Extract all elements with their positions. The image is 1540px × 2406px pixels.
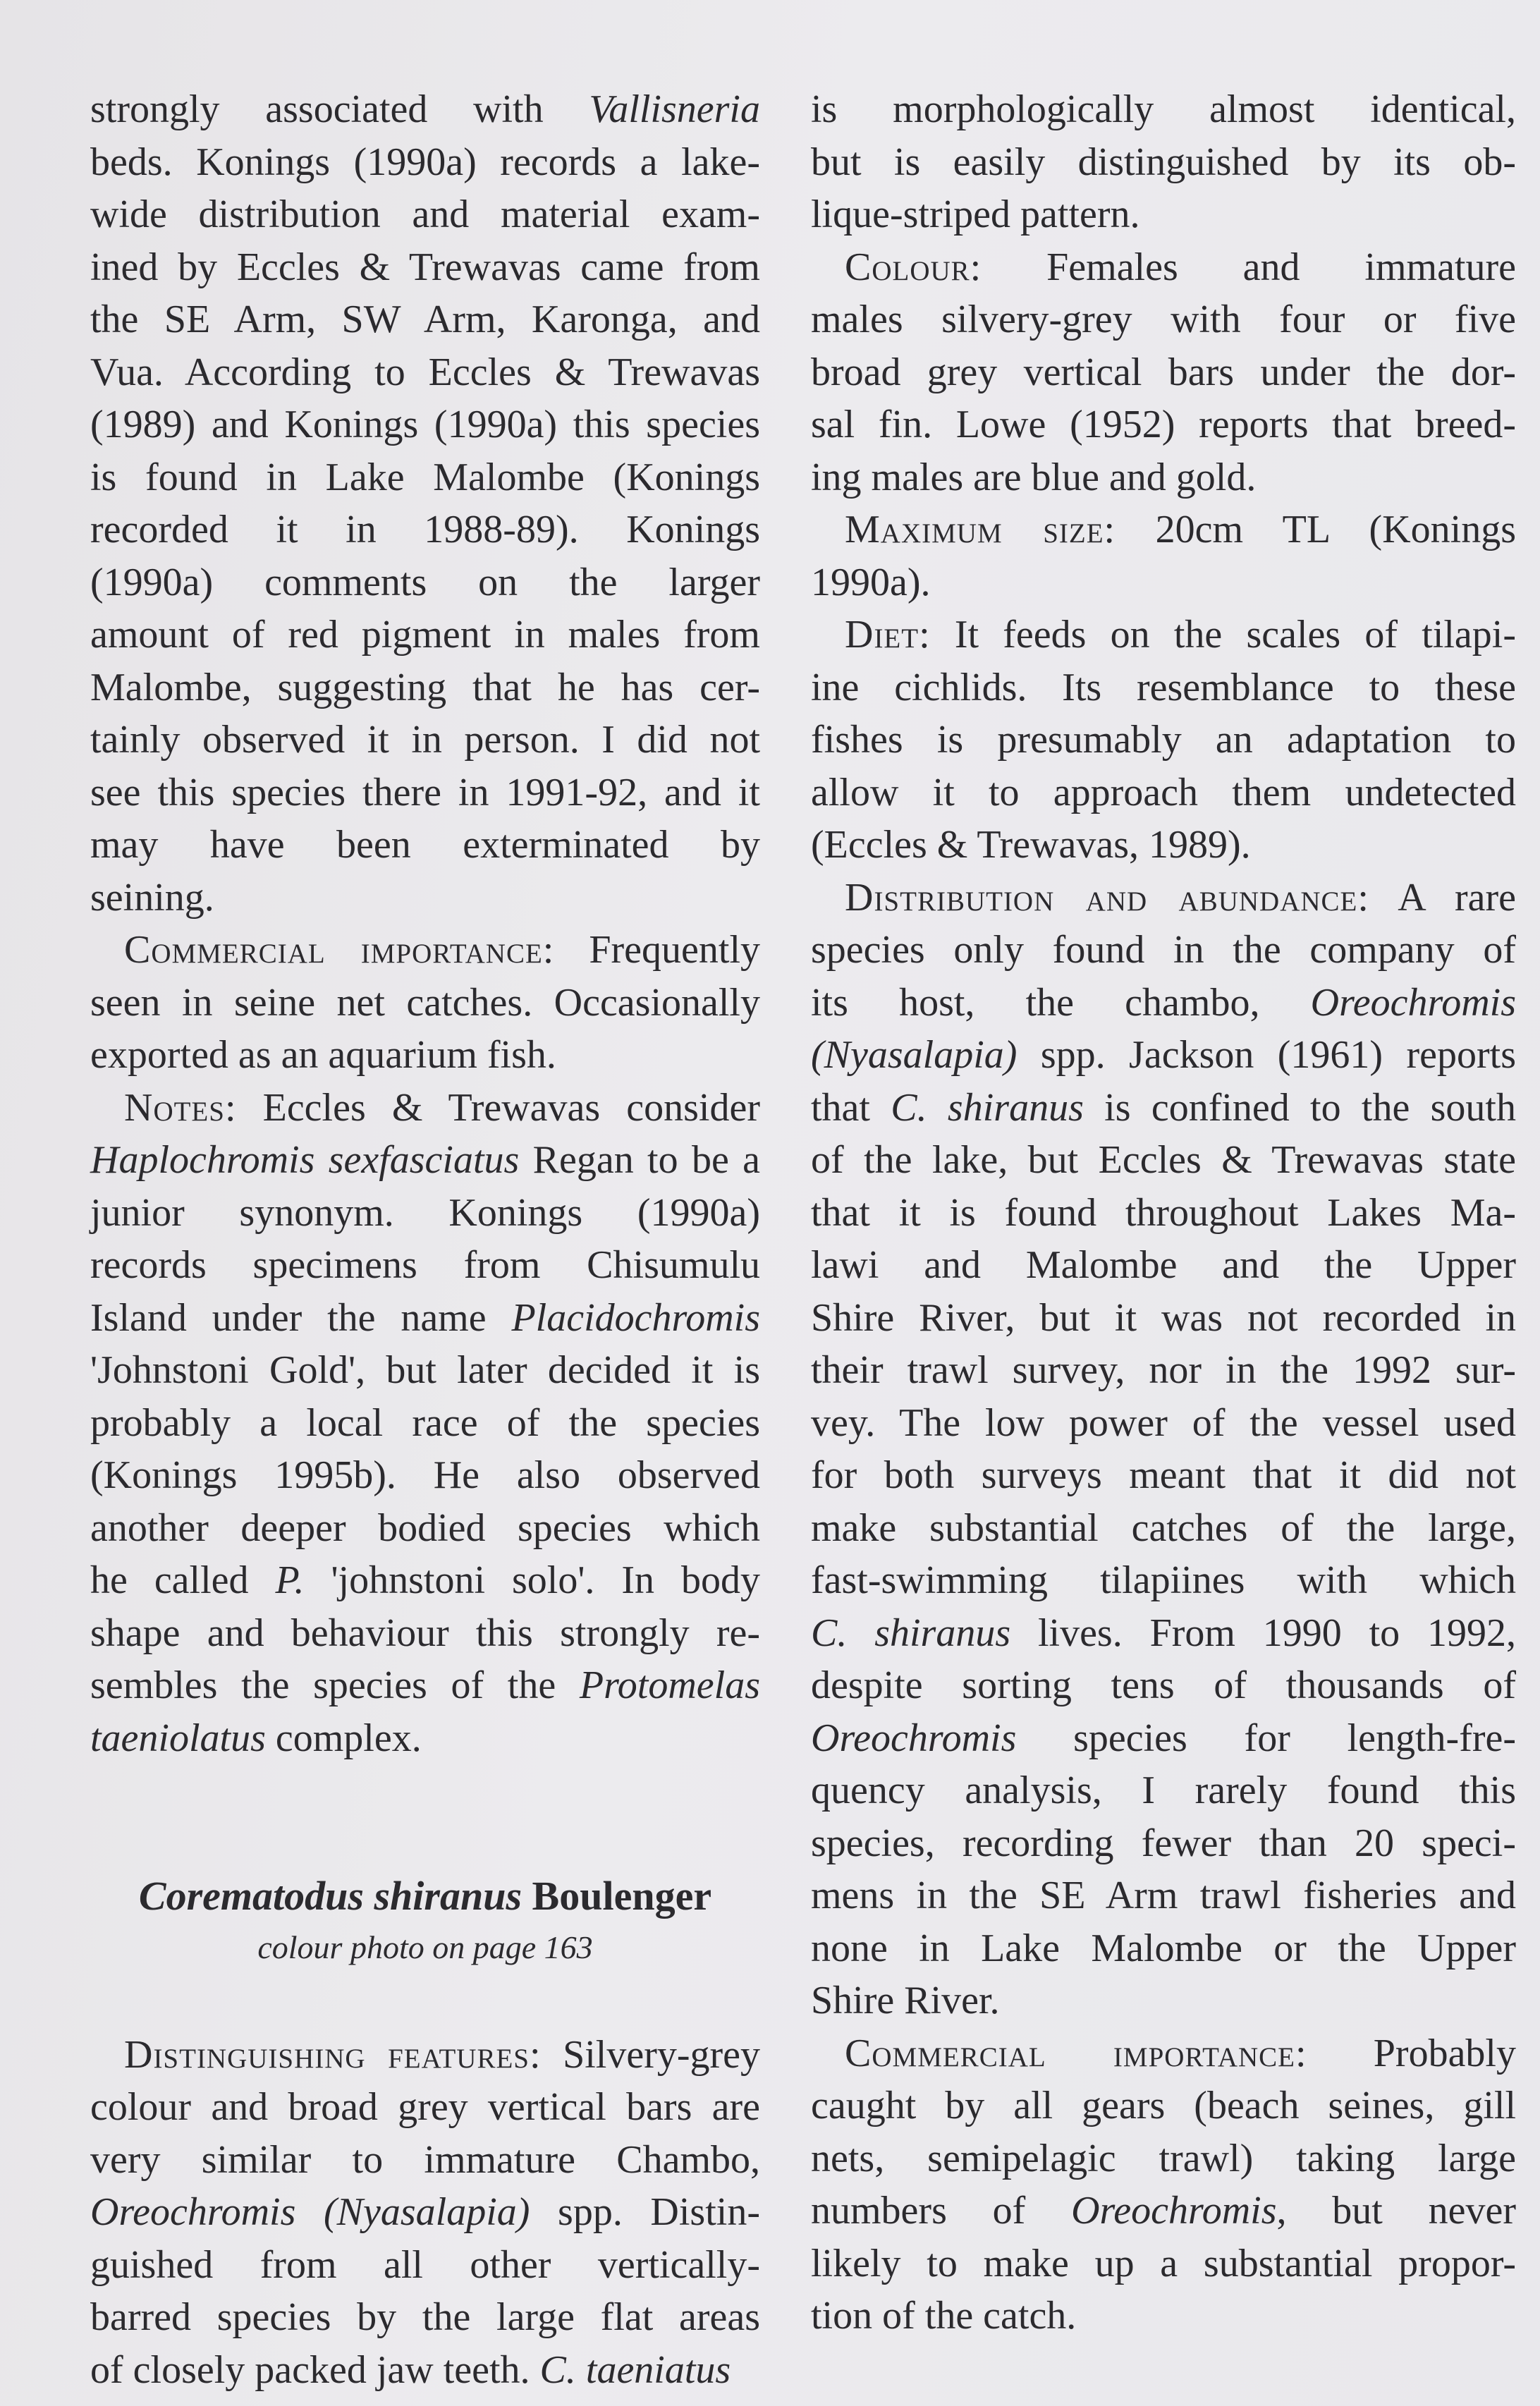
species-name: Corematodus shiranus bbox=[138, 1873, 522, 1919]
text-run: , but never bbox=[1276, 2189, 1516, 2233]
text-run: A rare bbox=[1369, 875, 1516, 920]
text-line bbox=[90, 1344, 760, 1397]
text-line bbox=[811, 1922, 1516, 1975]
italic-text: Haplochromis sexfasciatus bbox=[90, 1138, 520, 1182]
text-line bbox=[811, 2080, 1516, 2132]
text-run: the SE Arm, SW Arm, Karonga, and bbox=[90, 298, 760, 341]
text-run: recorded it in 1988-89). Konings bbox=[90, 508, 760, 551]
text-run: for both surveys meant that it did not bbox=[811, 1453, 1516, 1497]
text-run: ing males are blue and gold. bbox=[811, 455, 1257, 499]
section-label: Distribution and abundance: bbox=[845, 875, 1369, 920]
text-run: broad grey vertical bars under the dor- bbox=[811, 350, 1516, 394]
section-label: Commercial importance: bbox=[124, 928, 555, 972]
text-run: barred species by the large flat areas bbox=[90, 2295, 760, 2339]
text-run: It feeds on the scales of tilapi- bbox=[930, 613, 1516, 657]
text-line bbox=[811, 2290, 1516, 2343]
text-run: records specimens from Chisumulu bbox=[90, 1243, 760, 1287]
text-line bbox=[811, 1607, 1516, 1660]
italic-text: Oreochromis bbox=[1310, 980, 1516, 1025]
italic-text: P. bbox=[275, 1558, 305, 1602]
text-line bbox=[90, 924, 760, 977]
text-line bbox=[90, 556, 760, 609]
text-run: (Eccles & Trewavas, 1989). bbox=[811, 823, 1251, 867]
text-line bbox=[811, 2132, 1516, 2185]
text-run: caught by all gears (beach seines, gill bbox=[811, 2084, 1516, 2127]
text-line bbox=[90, 609, 760, 661]
text-line bbox=[811, 1712, 1516, 1765]
text-run: Shire River. bbox=[811, 1979, 1000, 2022]
text-run: amount of red pigment in males from bbox=[90, 613, 760, 657]
text-line bbox=[811, 1974, 1516, 2027]
text-line bbox=[811, 241, 1516, 294]
text-run: ined by Eccles & Trewavas came from bbox=[90, 245, 760, 289]
text-run: guished from all other vertically- bbox=[90, 2242, 760, 2287]
text-run: likely to make up a substantial propor- bbox=[811, 2241, 1516, 2285]
italic-text: taeniolatus bbox=[90, 1716, 266, 1760]
text-line bbox=[90, 451, 760, 504]
text-run: spp. Jackson (1961) reports bbox=[1017, 1033, 1516, 1077]
text-run: Probably bbox=[1307, 2031, 1516, 2075]
text-run: tion of the catch. bbox=[811, 2294, 1077, 2338]
text-run: their trawl survey, nor in the 1992 sur- bbox=[811, 1348, 1516, 1392]
text-run: of the lake, but Eccles & Trewavas state bbox=[811, 1138, 1516, 1182]
right-paragraphs bbox=[811, 83, 1516, 2343]
text-line bbox=[90, 2134, 760, 2187]
text-run: Malombe, suggesting that he has cer- bbox=[90, 665, 760, 709]
text-line bbox=[811, 2237, 1516, 2290]
italic-text: Vallisneria bbox=[589, 87, 760, 131]
left-paragraphs-bottom bbox=[90, 2029, 760, 2397]
text-line bbox=[811, 924, 1516, 977]
text-line bbox=[811, 1397, 1516, 1450]
text-line bbox=[811, 2027, 1516, 2080]
text-line bbox=[811, 136, 1516, 189]
text-line bbox=[811, 609, 1516, 661]
text-run: sembles the species of the bbox=[90, 1663, 580, 1707]
text-line bbox=[90, 398, 760, 451]
section-label: Diet: bbox=[845, 613, 931, 657]
italic-text: Oreochromis (Nyasalapia) bbox=[90, 2190, 530, 2234]
text-run: ine cichlids. Its resemblance to these bbox=[811, 665, 1516, 709]
section-label: Colour: bbox=[845, 245, 982, 289]
text-run: Silvery-grey bbox=[541, 2032, 760, 2077]
text-run: junior synonym. Konings (1990a) bbox=[90, 1190, 760, 1235]
text-run: quency analysis, I rarely found this bbox=[811, 1769, 1516, 1812]
text-run: numbers of bbox=[811, 2189, 1072, 2233]
text-line bbox=[90, 2186, 760, 2239]
text-run: fishes is presumably an adaptation to bbox=[811, 718, 1516, 762]
paragraph bbox=[90, 2029, 760, 2397]
text-line bbox=[811, 188, 1516, 241]
text-line bbox=[811, 1134, 1516, 1187]
text-run: 'johnstoni solo'. In body bbox=[304, 1558, 760, 1602]
text-line bbox=[90, 1712, 760, 1765]
text-line bbox=[90, 1554, 760, 1607]
text-run: Shire River, but it was not recorded in bbox=[811, 1295, 1516, 1340]
species-author: Boulenger bbox=[532, 1873, 712, 1919]
text-run: that bbox=[811, 1085, 891, 1130]
paragraph bbox=[90, 924, 760, 1082]
text-line bbox=[90, 1029, 760, 1082]
photo-note: colour photo on page 163 bbox=[257, 1929, 593, 1965]
text-line bbox=[90, 1134, 760, 1187]
left-column bbox=[90, 83, 760, 2396]
text-line bbox=[811, 2185, 1516, 2237]
italic-text: C. shiranus bbox=[811, 1611, 1011, 1655]
text-line bbox=[90, 241, 760, 294]
text-line bbox=[811, 1449, 1516, 1502]
text-line bbox=[90, 1502, 760, 1555]
text-line bbox=[90, 2291, 760, 2344]
text-line bbox=[90, 83, 760, 136]
text-run: seen in seine net catches. Occasionally bbox=[90, 980, 760, 1025]
text-line bbox=[90, 2344, 760, 2397]
section-label: Maximum size: bbox=[845, 508, 1116, 551]
text-line bbox=[90, 714, 760, 767]
text-run: beds. Konings (1990a) records a lake- bbox=[90, 140, 760, 184]
text-run: males silvery-grey with four or five bbox=[811, 298, 1516, 341]
paragraph bbox=[811, 2027, 1516, 2343]
text-run: despite sorting tens of thousands of bbox=[811, 1663, 1516, 1707]
text-line bbox=[811, 1869, 1516, 1922]
text-line bbox=[90, 661, 760, 714]
text-run: seining. bbox=[90, 875, 214, 920]
text-run: spp. Distin- bbox=[530, 2190, 760, 2234]
text-line bbox=[90, 1449, 760, 1502]
text-run: mens in the SE Arm trawl fisheries and bbox=[811, 1874, 1516, 1917]
text-run: its host, the chambo, bbox=[811, 980, 1311, 1025]
text-run: (Konings 1995b). He also observed bbox=[90, 1453, 760, 1497]
text-run: is morphologically almost identical, bbox=[811, 87, 1516, 131]
text-line bbox=[90, 346, 760, 399]
text-line bbox=[811, 398, 1516, 451]
text-line bbox=[811, 872, 1516, 924]
text-line bbox=[811, 1817, 1516, 1870]
text-run: of closely packed jaw teeth. bbox=[90, 2347, 540, 2392]
text-line bbox=[90, 1397, 760, 1450]
paragraph bbox=[90, 83, 760, 924]
italic-text: Placidochromis bbox=[511, 1295, 760, 1340]
text-line bbox=[90, 1607, 760, 1660]
italic-text: C. shiranus bbox=[891, 1085, 1084, 1130]
text-run: 20cm TL (Konings bbox=[1116, 508, 1516, 551]
text-line bbox=[90, 1659, 760, 1712]
section-label: Notes: bbox=[124, 1085, 237, 1130]
text-run: strongly associated with bbox=[90, 87, 589, 131]
text-line bbox=[90, 503, 760, 556]
left-paragraphs-top bbox=[90, 83, 760, 1764]
text-line bbox=[811, 503, 1516, 556]
text-line bbox=[811, 556, 1516, 609]
text-run: 1990a). bbox=[811, 560, 931, 604]
paragraph bbox=[90, 1082, 760, 1765]
text-line bbox=[811, 714, 1516, 767]
text-line bbox=[811, 1187, 1516, 1240]
paragraph bbox=[811, 83, 1516, 241]
text-run: tainly observed it in person. I did not bbox=[90, 718, 760, 762]
text-line bbox=[90, 2081, 760, 2134]
text-run: Frequently bbox=[554, 928, 760, 972]
text-line bbox=[90, 1239, 760, 1292]
text-run: but is easily distinguished by its ob- bbox=[811, 140, 1516, 184]
text-run: wide distribution and material exam- bbox=[90, 193, 760, 236]
text-line bbox=[811, 346, 1516, 399]
text-run: Regan to be a bbox=[519, 1138, 760, 1182]
text-run: probably a local race of the species bbox=[90, 1400, 760, 1445]
text-run: lives. From 1990 to 1992, bbox=[1010, 1611, 1516, 1655]
text-run: is found in Lake Malombe (Konings bbox=[90, 455, 760, 499]
text-run: is confined to the south bbox=[1083, 1085, 1516, 1130]
text-run: make substantial catches of the large, bbox=[811, 1506, 1516, 1550]
paragraph bbox=[811, 503, 1516, 609]
text-run: sal fin. Lowe (1952) reports that breed- bbox=[811, 403, 1516, 446]
text-line bbox=[90, 188, 760, 241]
text-line bbox=[90, 819, 760, 872]
text-run: species only found in the company of bbox=[811, 928, 1516, 972]
species-heading bbox=[90, 1870, 760, 1923]
text-run: species, recording fewer than 20 speci- bbox=[811, 1821, 1516, 1865]
text-run: lique-striped pattern. bbox=[811, 193, 1140, 236]
section-label: Commercial importance: bbox=[845, 2031, 1307, 2075]
italic-text: (Nyasalapia) bbox=[811, 1033, 1018, 1077]
section-label: Distinguishing features: bbox=[124, 2032, 542, 2077]
text-line bbox=[811, 767, 1516, 819]
text-line bbox=[90, 1082, 760, 1135]
text-run: nets, semipelagic trawl) taking large bbox=[811, 2136, 1516, 2180]
text-line bbox=[90, 2239, 760, 2292]
text-run: that it is found throughout Lakes Ma- bbox=[811, 1190, 1516, 1235]
text-run: lawi and Malombe and the Upper bbox=[811, 1243, 1516, 1287]
italic-text: Oreochromis bbox=[811, 1716, 1017, 1760]
text-run: he called bbox=[90, 1558, 276, 1602]
right-column bbox=[811, 83, 1516, 2343]
text-line bbox=[811, 1764, 1516, 1817]
text-run: species for length-fre- bbox=[1016, 1716, 1516, 1760]
text-line bbox=[811, 1502, 1516, 1555]
text-line bbox=[90, 977, 760, 1030]
text-run: Eccles & Trewavas consider bbox=[236, 1085, 760, 1130]
text-line bbox=[811, 819, 1516, 872]
text-run: vey. The low power of the vessel used bbox=[811, 1400, 1516, 1445]
text-run: allow it to approach them undetected bbox=[811, 770, 1516, 814]
text-line bbox=[811, 1239, 1516, 1292]
text-line bbox=[90, 1292, 760, 1345]
text-line bbox=[90, 2029, 760, 2082]
text-run: see this species there in 1991-92, and it bbox=[90, 770, 760, 814]
text-run: shape and behaviour this strongly re- bbox=[90, 1611, 760, 1655]
text-line bbox=[811, 293, 1516, 346]
text-line bbox=[811, 661, 1516, 714]
paragraph bbox=[811, 609, 1516, 872]
text-line bbox=[811, 977, 1516, 1030]
text-run: none in Lake Malombe or the Upper bbox=[811, 1926, 1516, 1970]
text-run: Island under the name bbox=[90, 1295, 512, 1340]
text-line bbox=[811, 451, 1516, 504]
text-line bbox=[811, 1344, 1516, 1397]
text-run: Females and immature bbox=[982, 245, 1516, 289]
text-run: fast-swimming tilapiines with which bbox=[811, 1558, 1516, 1602]
text-line bbox=[811, 83, 1516, 136]
text-line bbox=[811, 1292, 1516, 1345]
italic-text: Protomelas bbox=[579, 1663, 760, 1707]
text-line bbox=[811, 1554, 1516, 1607]
text-run: 'Johnstoni Gold', but later decided it is bbox=[90, 1348, 760, 1392]
text-line bbox=[811, 1082, 1516, 1135]
text-run: colour and broad grey vertical bars are bbox=[90, 2085, 760, 2129]
text-line bbox=[90, 1187, 760, 1240]
text-run: (1989) and Konings (1990a) this species bbox=[90, 403, 760, 446]
text-run: another deeper bodied species which bbox=[90, 1506, 760, 1550]
text-line bbox=[90, 136, 760, 189]
text-run: exported as an aquarium fish. bbox=[90, 1033, 556, 1077]
text-line bbox=[90, 872, 760, 924]
text-line bbox=[90, 293, 760, 346]
italic-text: Oreochromis bbox=[1071, 2189, 1277, 2233]
paragraph bbox=[811, 241, 1516, 504]
text-run: may have been exterminated by bbox=[90, 823, 760, 867]
text-run: complex. bbox=[265, 1716, 422, 1760]
text-line bbox=[811, 1029, 1516, 1082]
text-line bbox=[90, 767, 760, 819]
text-run: (1990a) comments on the larger bbox=[90, 560, 760, 604]
text-run: very similar to immature Chambo, bbox=[90, 2137, 760, 2182]
text-run: Vua. According to Eccles & Trewavas bbox=[90, 350, 760, 394]
paragraph bbox=[811, 872, 1516, 2027]
text-line bbox=[811, 1659, 1516, 1712]
italic-text: C. taeniatus bbox=[539, 2347, 731, 2392]
